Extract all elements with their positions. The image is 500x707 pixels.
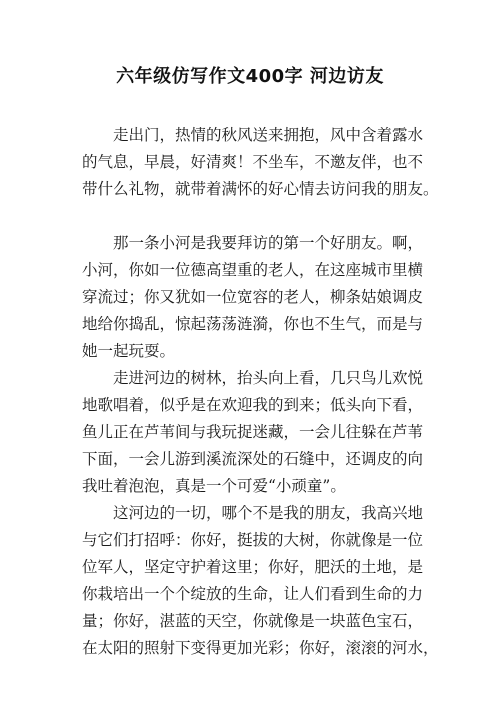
text-line: 地歌唱着，似乎是在欢迎我的到来；低头向下看， bbox=[82, 396, 424, 414]
text-line: 地给你捣乱，惊起荡荡涟漪，你也不生气，而是与 bbox=[82, 315, 424, 333]
text-line: 小河，你如一位德高望重的老人，在这座城市里横 bbox=[82, 261, 424, 279]
text-line: 你栽培出一个个绽放的生命，让人们看到生命的力 bbox=[82, 585, 424, 603]
paragraph bbox=[82, 500, 439, 662]
text-line: 这河边的一切，哪个不是我的朋友，我高兴地 bbox=[82, 504, 424, 522]
text-line: 的气息，早晨，好清爽！不坐车，不邀友伴，也不 bbox=[82, 153, 424, 171]
text-line: 鱼儿正在芦苇间与我玩捉迷藏，一会儿往躲在芦苇 bbox=[82, 423, 424, 441]
text-line: 走出门，热情的秋风送来拥抱，风中含着露水 bbox=[82, 126, 424, 144]
text-line: 她一起玩耍。 bbox=[82, 342, 176, 360]
text-line: 下面，一会儿游到溪流深处的石缝中，还调皮的向 bbox=[82, 450, 424, 468]
text-line: 走进河边的树林，抬头向上看，几只鸟儿欢悦 bbox=[82, 369, 424, 387]
text-line: 在太阳的照射下变得更加光彩；你好，滚滚的河水， bbox=[82, 639, 439, 657]
paragraph-spacer bbox=[82, 203, 422, 230]
paragraph bbox=[82, 122, 439, 203]
paragraph bbox=[82, 365, 422, 500]
text-line: 量；你好，湛蓝的天空，你就像是一块蓝色宝石， bbox=[82, 612, 424, 630]
text-line: 与它们打招呼：你好，挺拔的大树，你就像是一位 bbox=[82, 531, 424, 549]
document-body bbox=[82, 122, 439, 662]
text-line: 带什么礼物，就带着满怀的好心情去访问我的朋友。 bbox=[82, 180, 439, 198]
text-line: 我吐着泡泡，真是一个可爱“小顽童”。 bbox=[82, 477, 346, 495]
text-line: 那一条小河是我要拜访的第一个好朋友。啊， bbox=[82, 234, 424, 252]
text-line: 穿流过；你又犹如一位宽容的老人，柳条姑娘调皮 bbox=[82, 288, 424, 306]
text-line: 位军人，坚定守护着这里；你好，肥沃的土地，是 bbox=[82, 558, 424, 576]
paragraph bbox=[82, 230, 422, 365]
document-title: 六年级仿写作文400字 河边访友 bbox=[116, 66, 384, 87]
